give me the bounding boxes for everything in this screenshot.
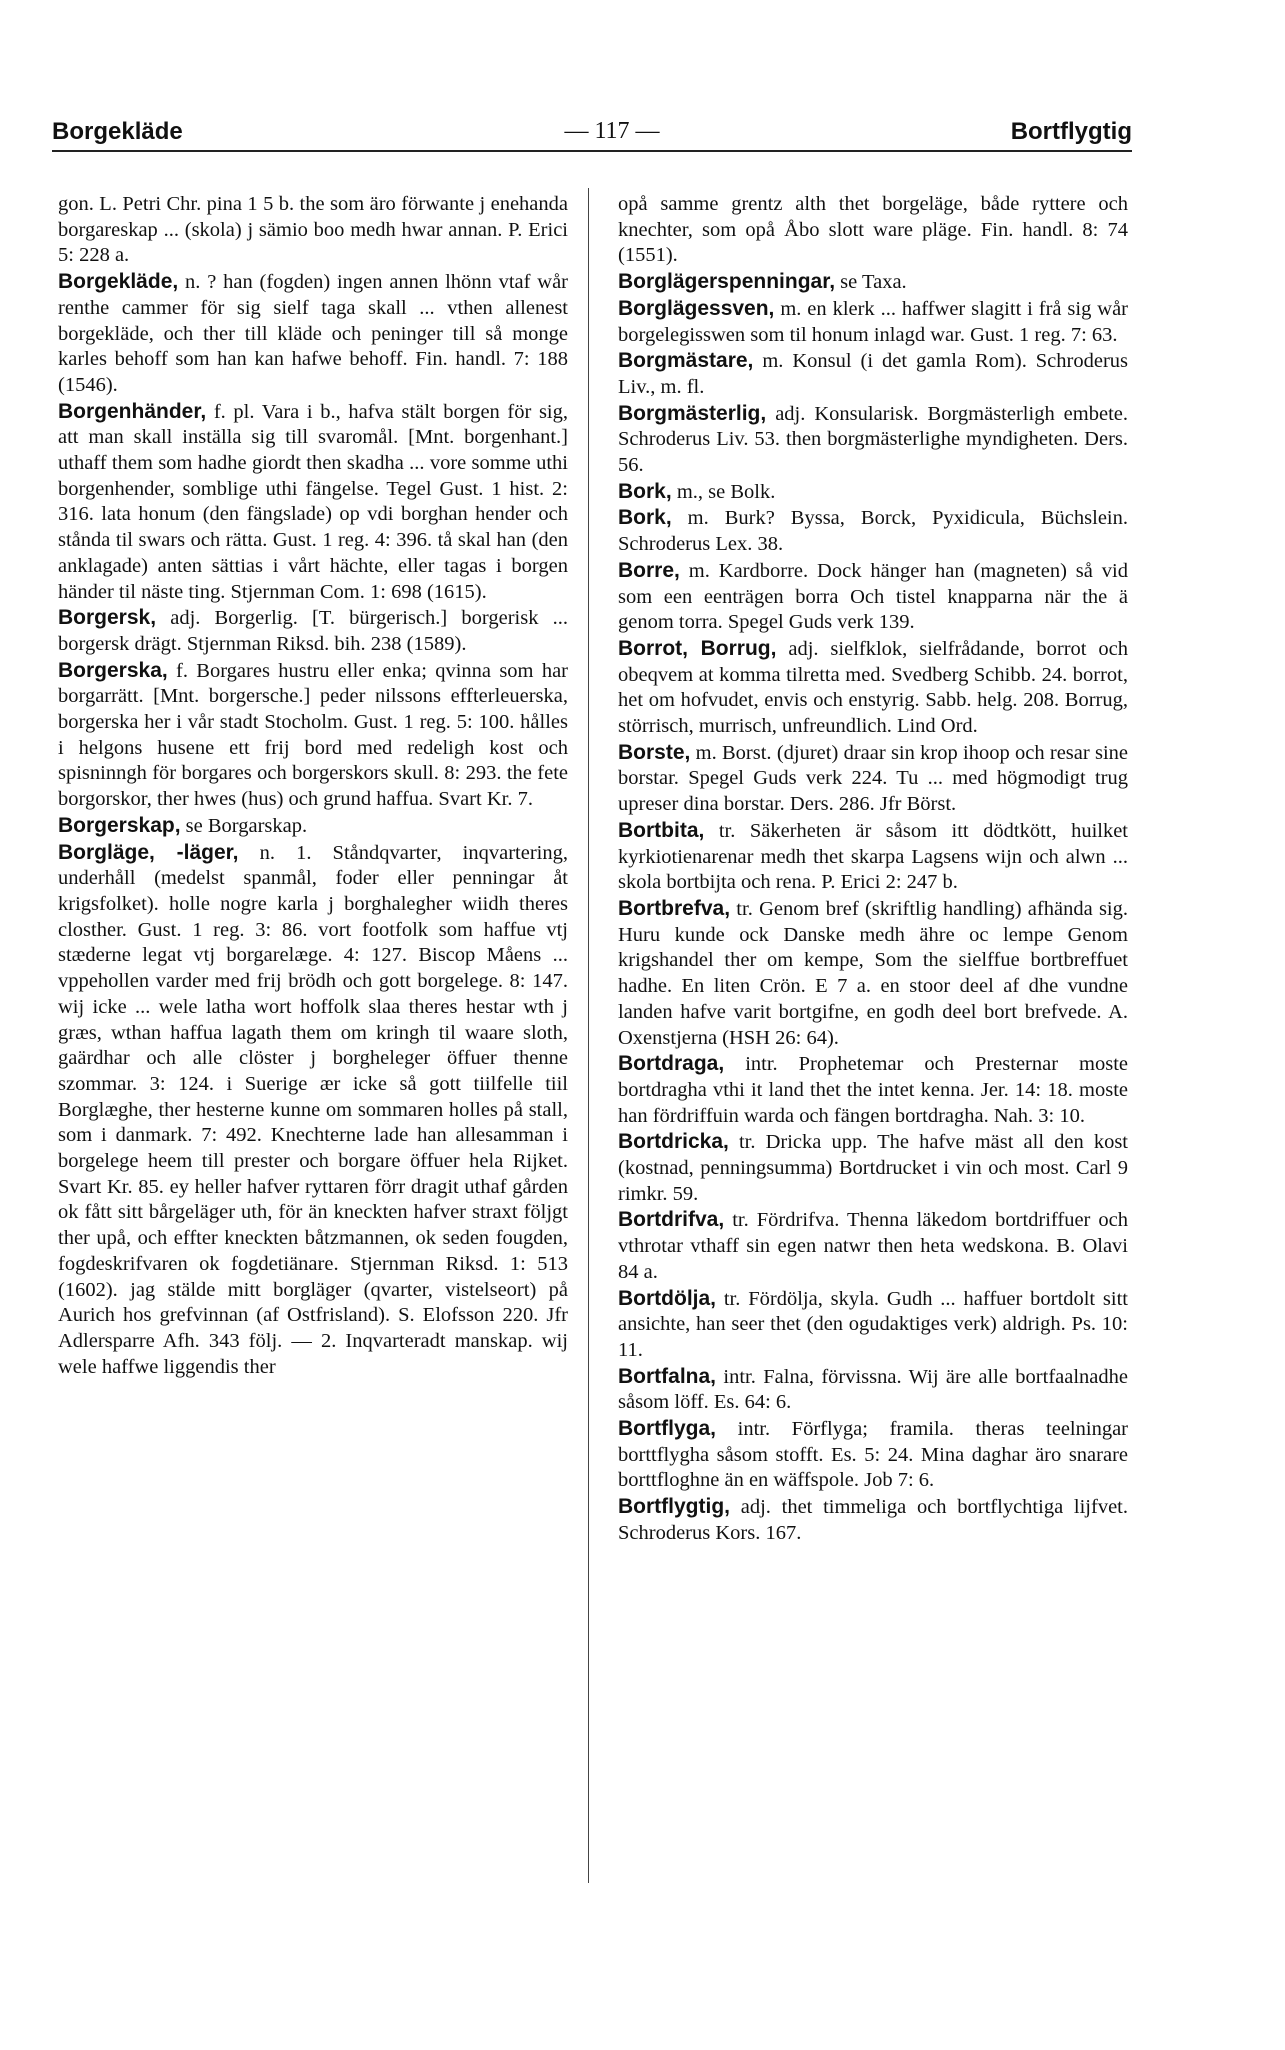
entry-headword: Bork,: [618, 479, 672, 503]
dictionary-entry: [58, 658, 568, 813]
entry-headword: Borglägessven,: [618, 296, 775, 320]
entry-body: f. pl. Vara i b., hafva stält borgen för sig, att man skall inställa sig till svaromål. [Mnt. borgenhant.] uthaff them som hadhe giordt then skadha ... vore somme uthi borgenhender, somblige uthi fängelse. Tegel Gust. 1 hist. 2: 316. lata honum (den fängslade) op vdi borghan hender och stånda til swars och rätta. Gust. 1 reg. 4: 396. tå skal han (den anklagade) anten sättias i vårt hächte, eller tagas i borgen händer til näste ting. Stjernman Com. 1: 698 (1615).: [58, 400, 568, 603]
header-rule: [52, 150, 1132, 152]
dictionary-entry: [58, 813, 568, 840]
dictionary-entry: [618, 479, 1128, 506]
column-divider: [588, 188, 589, 1883]
entry-body: intr. Falna, förvissna. Wij äre alle bortfaalnadhe såsom löff. Es. 64: 6.: [618, 1365, 1128, 1414]
entry-headword: Borgenhänder,: [58, 399, 207, 423]
entry-headword: Borgerskap,: [58, 813, 181, 837]
dictionary-entry: [58, 192, 568, 269]
entry-headword: Bortdrifva,: [618, 1208, 725, 1232]
entry-body: se Taxa.: [840, 271, 907, 294]
entry-body: m. Konsul (i det gamla Rom). Schroderus Liv., m. fl.: [618, 350, 1128, 398]
entry-body: f. Borgares hustru eller enka; qvinna som har borgarrätt. [Mnt. borgersche.] peder nilssons effterleuerska, borgerska her i vår stadt Stocholm. Gust. 1 reg. 5: 100. hålles i helgons husene ett frij bord med redeligh kost och spisninngh för borgares och borgerskors skull. 8: 293. the fete borgorskor, ther hwes (hus) och grund haffua. Svart Kr. 7.: [58, 659, 568, 811]
header-left-catchword: Borgekläde: [52, 118, 183, 145]
entry-headword: Bortdraga,: [618, 1052, 725, 1076]
dictionary-entry: [618, 505, 1128, 557]
entry-body: opå samme grentz alth thet borgeläge, både ryttere och knechter, som opå Åbo slott ware pläge. Fin. handl. 8: 74 (1551).: [618, 193, 1128, 267]
entry-body: m. Kardborre. Dock hänger han (magneten) så vid som een eenträgen borra Och tistel knapparna när the ä genom torra. Spegel Guds verk 139.: [618, 559, 1128, 634]
dictionary-entry: [618, 296, 1128, 348]
entry-body: tr. Dricka upp. The hafve mäst all den kost (kostnad, penningsumma) Bortdrucket i vin och most. Carl 9 rimkr. 59.: [618, 1131, 1129, 1205]
entry-headword: Borre,: [618, 558, 680, 582]
entry-headword: Bortfalna,: [618, 1364, 717, 1388]
entry-headword: Borglägerspenningar,: [618, 270, 836, 294]
entry-headword: Bortbrefva,: [618, 896, 731, 920]
dictionary-entry: [618, 401, 1128, 479]
entry-headword: Borste,: [618, 740, 691, 764]
dictionary-entry: [618, 1364, 1128, 1416]
dictionary-entry: [618, 896, 1128, 1051]
entry-body: intr. Förflyga; framila. theras teelningar borttflygha såsom stofft. Es. 5: 24. Mina daghar äro snarare borttfloghne än en wäffspole. Job 7: 6.: [618, 1418, 1129, 1492]
entry-body: m., se Bolk.: [676, 480, 776, 503]
entry-body: m. Burk? Byssa, Borck, Pyxidicula, Büchslein. Schroderus Lex. 38.: [618, 507, 1129, 556]
dictionary-entry: [618, 192, 1128, 269]
dictionary-entry: [618, 740, 1128, 818]
entry-body: m. Borst. (djuret) draar sin krop ihoop och resar sine borstar. Spegel Guds verk 224. Tu ... med högmodigt trug upreser dina borstar. Ders. 286. Jfr Börst.: [618, 741, 1128, 816]
entry-headword: Borgläge, -läger,: [58, 840, 239, 864]
entry-body: tr. Säkerheten är såsom itt dödtkött, huilket kyrkiotienarenar medh thet skarpa Lagsens wijn och alwn ... skola bortbijta och rena. P. Erici 2: 247 b.: [618, 819, 1129, 894]
entry-body: n. ? han (fogden) ingen annen lhönn vtaf wår renthe cammer för sig sielf taga skall ... vthen allenest borgekläde, och ther till kläde och peninger till så monge karles behoff som han kan hafwe behoff. Fin. handl. 7: 188 (1546).: [58, 271, 569, 396]
header-right-catchword: Bortflygtig: [1010, 118, 1132, 145]
entry-headword: Bork,: [618, 506, 672, 530]
entry-headword: Bortdricka,: [618, 1130, 729, 1154]
entry-headword: Bortdölja,: [618, 1286, 716, 1310]
entry-body: adj. sielfklok, sielfrådande, borrot och obeqvem at komma tilretta med. Svedberg Schibb. 24. borrot, het om hofvudet, envis och enstyrig. Sabb. helg. 208. Borrug, störrisch, murrisch, unfreundlich. Lind Ord.: [618, 637, 1128, 738]
dictionary-entry: [618, 1286, 1128, 1364]
dictionary-entry: [618, 1129, 1128, 1207]
entry-body: se Borgarskap.: [185, 814, 308, 837]
dictionary-entry: [58, 399, 568, 606]
dictionary-entry: [618, 1207, 1128, 1285]
entry-headword: Bortbita,: [618, 818, 705, 842]
dictionary-entry: [618, 636, 1128, 740]
page-number: — 117 —: [564, 118, 660, 144]
entry-body: adj. Borgerlig. [T. bürgerisch.] borgerisk ... borgersk drägt. Stjernman Riksd. bih. 238 (1589).: [58, 607, 569, 655]
entry-headword: Borgerska,: [58, 658, 168, 682]
dictionary-entry: [618, 818, 1128, 896]
dictionary-entry: [618, 269, 1128, 296]
entry-body: tr. Fördrifva. Thenna läkedom bortdriffuer och vthrotar vthaff sin egen natwr then heta wedskona. B. Olavi 84 a.: [618, 1209, 1129, 1283]
entry-body: intr. Prophetemar och Presternar moste bortdragha vthi it land thet the intet kenna. Jer. 14: 18. moste han fördriffuin warda och fängen bortdragha. Nah. 3: 10.: [618, 1053, 1129, 1127]
dictionary-entry: [618, 348, 1128, 400]
dictionary-entry: [618, 558, 1128, 636]
entry-headword: Bortflyga,: [618, 1417, 717, 1441]
entry-headword: Borgersk,: [58, 606, 157, 630]
dictionary-entry: [58, 840, 568, 1381]
dictionary-entry: [618, 1051, 1128, 1129]
dictionary-entry: [58, 605, 568, 657]
entry-body: gon. L. Petri Chr. pina 1 5 b. the som äro förwante j enehanda borgareskap ... (skola) j sämio boo medh hwar annan. P. Erici 5: 228 a.: [58, 193, 568, 267]
right-column: [618, 192, 1128, 1547]
entry-body: adj. Konsularisk. Borgmästerligh embete. Schroderus Liv. 53. then borgmästerlighe myndigheten. Ders. 56.: [618, 402, 1128, 477]
left-column: [58, 192, 568, 1380]
dictionary-entry: [58, 269, 568, 399]
entry-headword: Borgmästare,: [618, 349, 754, 373]
entry-headword: Borgekläde,: [58, 270, 179, 294]
dictionary-entry: [618, 1416, 1128, 1494]
dictionary-entry: [618, 1494, 1128, 1546]
entry-body: adj. thet timmeliga och bortflychtiga lijfvet. Schroderus Kors. 167.: [618, 1496, 1128, 1544]
entry-body: tr. Genom bref (skriftlig handling) afhända sig. Huru kunde ock Danske medh ähre oc lempe Genom krigshandel ther om kempe, Som the sielffue bortbreffuet hadhe. En liten Crön. E 7 a. en stoor deel af dhe vundne landen hafve varit bortgifne, en godh deel bort brefvede. A. Oxenstjerna (HSH 26: 64).: [618, 897, 1128, 1049]
entry-body: n. 1. Ståndqvarter, inqvartering, underhåll (medelst spanmål, foder eller penningar åt krigsfolket). holle nogre karla j borghalegher wiidh theres closther. Gust. 1 reg. 3: 86. vort footfolk som haffue vtj stæderne legat vtj borgarelæge. 4: 127. Biscop Måens ... vppehollen varder med frij brödh och gott borgelege. 8: 147. wij icke ... wele latha wort hoffolk slaa theres hestar wth j græs, wthan haffua lagath them om kringh til waare sloth, gaärdhar och alle clöster j borgheleger öffuer thenne szommar. 3: 124. i Suerige ær icke så gott tiilfelle tiil Borglæghe, ther hesterne kunne om sommaren holles på stall, som i danmark. 7: 492. Knechterne lade han allesamman i borgelege heem till prester och borgare öffuer hela Rijket. Svart Kr. 85. ey heller hafver ryttaren förr dragit uthaf gården ok fått sitt bårgeläger uth, för än kneckten hafver straxt följgt ther upå, och effter kneckten båtzmannen, ok seden fougden, fogdeskrifvaren ok fogdetiänare. Stjernman Riksd. 1: 513 (1602). jag stälde mitt borgläger (qvarter, vistelseort) på Aurich hos grefvinnan (af Ostfrisland). S. Elofsson 220. Jfr Adlersparre Afh. 343 följ. — 2. Inqvarteradt manskap. wij wele haffwe liggendis ther: [58, 841, 568, 1378]
page-header: [52, 118, 1132, 154]
entry-body: m. en klerk ... haffwer slagitt i frå sig wår borgelegisswen som til honum inlagd war. Gust. 1 reg. 7: 63.: [618, 297, 1128, 346]
entry-headword: Borgmästerlig,: [618, 401, 767, 425]
entry-body: tr. Fördölja, skyla. Gudh ... haffuer bortdolt sitt ansichte, han seer thet (den ogudaktiges verk) aldrigh. Ps. 10: 11.: [618, 1287, 1128, 1361]
entry-headword: Bortflygtig,: [618, 1495, 730, 1519]
entry-headword: Borrot, Borrug,: [618, 636, 777, 660]
